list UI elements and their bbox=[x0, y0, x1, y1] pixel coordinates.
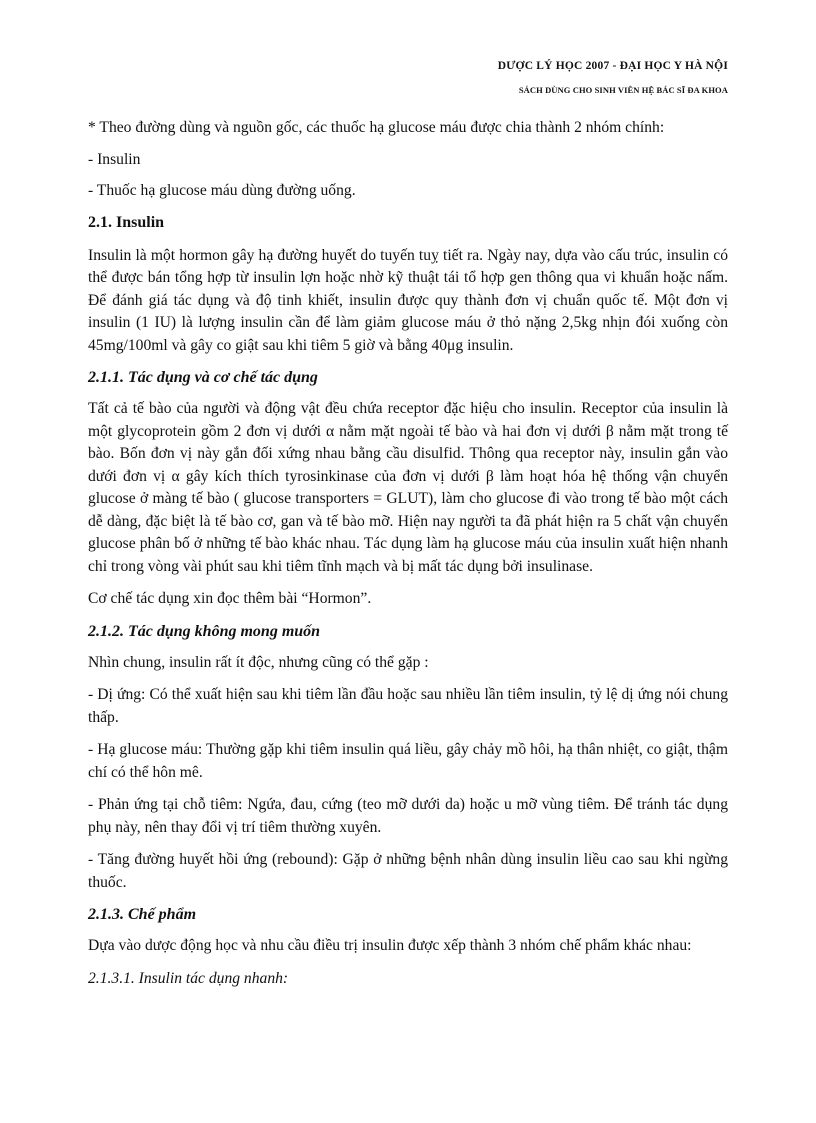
paragraph-allergy: - Dị ứng: Có thể xuất hiện sau khi tiêm lần đầu hoặc sau nhiều lần tiêm insulin, tỷ lệ dị ứng nói chung thấp. bbox=[88, 686, 728, 726]
document-body bbox=[88, 117, 728, 990]
paragraph-preparations: Dựa vào dược động học và nhu cầu điều trị insulin được xếp thành 3 nhóm chế phẩm khác nhau: bbox=[88, 937, 692, 954]
subsection-heading-2-1-3-1: 2.1.3.1. Insulin tác dụng nhanh: bbox=[88, 969, 289, 987]
paragraph-side-effects-intro: Nhìn chung, insulin rất ít độc, nhưng cũng có thể gặp : bbox=[88, 653, 429, 671]
paragraph-insulin-overview: Insulin là một hormon gây hạ đường huyết do tuyến tuỵ tiết ra. Ngày nay, dựa vào cấu trúc, insulin có thể được bán tổng hợp từ insulin lợn hoặc nhờ kỹ thuật tái tổ hợp gen thông qua vi khuẩn hoặc nấm. Để đánh giá tác dụng và độ tinh khiết, insulin được quy thành đơn vị chuẩn quốc tế. Một đơn vị insulin (1 IU) là lượng insulin cần để làm giảm glucose máu ở thỏ nặng 2,5kg nhịn đói xuống còn 45mg/100ml và gây co giật sau khi tiêm 5 giờ và bằng 40μg insulin. bbox=[88, 246, 728, 354]
section-heading-2-1-2: 2.1.2. Tác dụng không mong muốn bbox=[88, 622, 321, 640]
list-item-insulin: - Insulin bbox=[88, 150, 141, 168]
paragraph-mechanism: Tất cả tế bào của người và động vật đều chứa receptor đặc hiệu cho insulin. Receptor của insulin là một glycoprotein gồm 2 đơn vị dưới α nằm mặt ngoài tế bào và hai đơn vị dưới β nằm mặt trong tế bào. Bốn đơn vị này gắn đối xứng nhau bằng cầu disulfid. Thông qua receptor này, insulin gắn vào dưới đơn vị α gây kích thích tyrosinkinase của đơn vị dưới β làm hoạt hóa hệ thống vận chuyển glucose ở màng tế bào ( glucose transporters = GLUT), làm cho glucose đi vào trong tế bào một cách dễ dàng, đặc biệt là tế bào cơ, gan và tế bào mỡ. Hiện nay người ta đã phát hiện ra 5 chất vận chuyển glucose phân bố ở những tế bào khác nhau. Tác dụng làm hạ glucose máu của insulin xuất hiện nhanh chỉ trong vòng vài phút sau khi tiêm tĩnh mạch và bị mất tác dụng bởi insulinase. bbox=[88, 400, 728, 575]
section-heading-2-1-3: 2.1.3. Chế phẩm bbox=[88, 906, 197, 923]
paragraph-hypoglycemia: - Hạ glucose máu: Thường gặp khi tiêm insulin quá liều, gây chảy mồ hôi, hạ thân nhiệt, co giật, thậm chí có thể hôn mê. bbox=[88, 741, 728, 781]
list-item-oral-drugs: - Thuốc hạ glucose máu dùng đường uống. bbox=[88, 182, 356, 199]
intro-paragraph: * Theo đường dùng và nguồn gốc, các thuốc hạ glucose máu được chia thành 2 nhóm chính: bbox=[88, 119, 665, 136]
section-heading-2-1: 2.1. Insulin bbox=[88, 213, 165, 231]
section-heading-2-1-1: 2.1.1. Tác dụng và cơ chế tác dụng bbox=[88, 369, 318, 386]
header-title: DƯỢC LÝ HỌC 2007 - ĐẠI HỌC Y HÀ NỘI bbox=[497, 60, 728, 72]
paragraph-rebound: - Tăng đường huyết hồi ứng (rebound): Gặp ở những bệnh nhân dùng insulin liều cao sau khi ngừng thuốc. bbox=[88, 851, 728, 891]
header-subtitle: SÁCH DÙNG CHO SINH VIÊN HỆ BÁC SĨ ĐA KHOA bbox=[518, 85, 728, 95]
paragraph-injection-site: - Phản ứng tại chỗ tiêm: Ngứa, đau, cứng (teo mỡ dưới da) hoặc u mỡ vùng tiêm. Để tránh tác dụng phụ này, nên thay đổi vị trí tiêm thường xuyên. bbox=[88, 796, 728, 836]
page-header bbox=[88, 58, 728, 96]
paragraph-mechanism-note: Cơ chế tác dụng xin đọc thêm bài “Hormon”. bbox=[88, 590, 372, 607]
